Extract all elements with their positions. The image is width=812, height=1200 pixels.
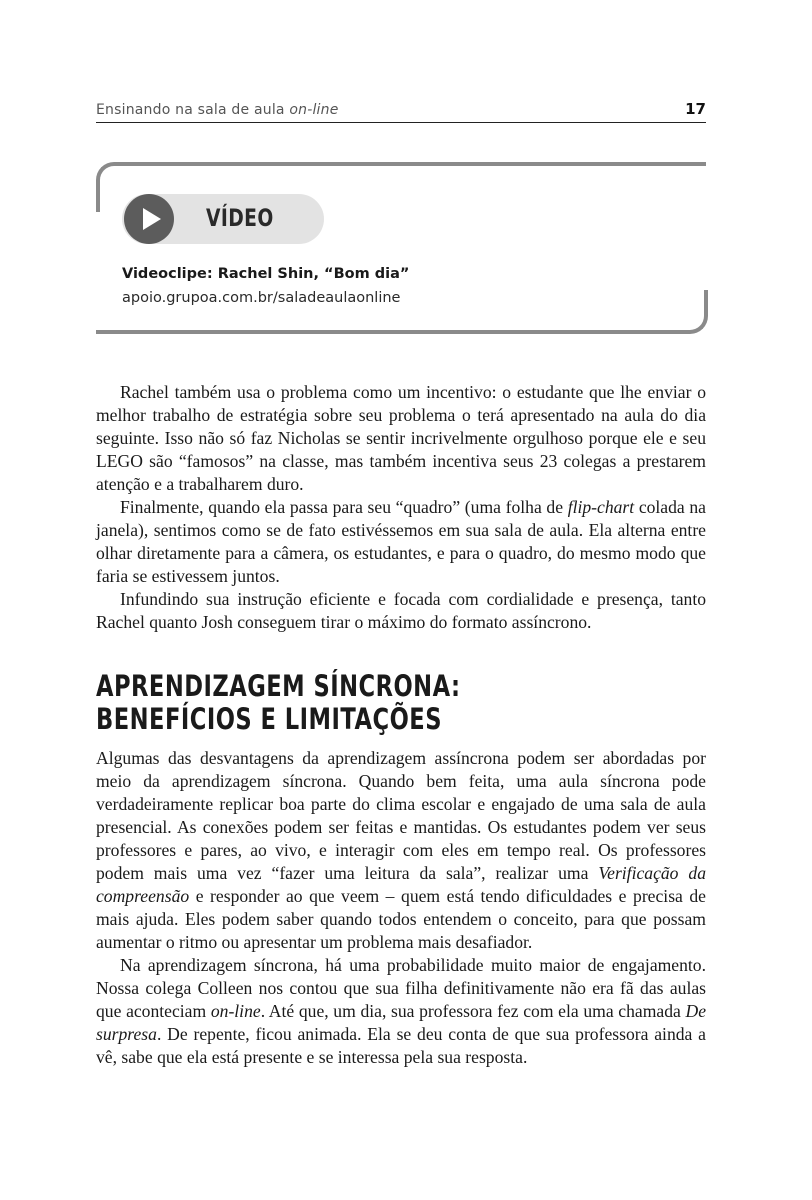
section-heading	[96, 670, 460, 736]
clip-url: apoio.grupoa.com.br/saladeaulaonline	[122, 290, 401, 306]
page-header	[96, 100, 706, 123]
paragraph: Na aprendizagem síncrona, há uma probabilidade muito maior de engajamento. Nossa colega Colleen nos contou que sua filha definitivamente não era fã das aulas que aconteciam on-line. Até que, um dia, sua professora fez com ela uma chamada De surpresa. De repente, ficou animada. Ela se deu conta de que sua professora ainda a vê, sabe que ela está presente e se interessa pela sua resposta.	[96, 955, 706, 1067]
clip-title: Videoclipe: Rachel Shin, “Bom dia”	[122, 266, 410, 282]
paragraph: Infundindo sua instrução eficiente e focada com cordialidade e presença, tanto Rachel quanto Josh conseguem tirar o máximo do formato assíncrono.	[96, 589, 706, 632]
paragraph: Rachel também usa o problema como um incentivo: o estudante que lhe enviar o melhor trabalho de estratégia sobre seu problema o terá apresentado na aula do dia seguinte. Isso não só faz Nicholas se sentir incrivelmente orgulhoso porque ele e seu LEGO são “famosos” na classe, mas também incentiva seus 23 colegas a prestarem atenção e a trabalharem duro.	[96, 382, 706, 494]
running-head-text: Ensinando na sala de aula	[96, 102, 290, 118]
section-heading-line-1: APRENDIZAGEM SÍNCRONA:	[96, 669, 461, 703]
paragraph: Algumas das desvantagens da aprendizagem assíncrona podem ser abordadas por meio da aprendizagem síncrona. Quando bem feita, uma aula síncrona pode verdadeiramente replicar boa parte do clima escolar e engajado de uma sala de aula presencial. As conexões podem ser feitas e mantidas. Os estudantes podem ver seus professores e pares, ao vivo, e interagir com eles em tempo real. Os professores podem mais uma vez “fazer uma leitura da sala”, realizar uma Verificação da compreensão e responder ao que veem – quem está tendo dificuldades e precisa de mais ajuda. Eles podem saber quando todos entendem o conceito, para que possam aumentar o ritmo ou apresentar um problema mais desafiador.	[96, 748, 706, 952]
play-icon	[124, 194, 174, 244]
body-text-section-1	[96, 381, 706, 634]
running-head-italic: on-line	[289, 102, 339, 118]
body-text-section-2	[96, 747, 706, 1069]
page-number: 17	[685, 100, 706, 118]
running-head	[96, 102, 339, 118]
section-heading-line-2: BENEFÍCIOS E LIMITAÇÕES	[96, 702, 442, 736]
video-callout-box	[96, 162, 708, 334]
video-label: VÍDEO	[206, 204, 274, 232]
paragraph: Finalmente, quando ela passa para seu “quadro” (uma folha de flip-chart colada na janela), sentimos como se de fato estivéssemos em sua sala de aula. Ela alterna entre olhar diretamente para a câmera, os estudantes, e para o quadro, do mesmo modo que faria se estivessem juntos.	[96, 497, 706, 586]
